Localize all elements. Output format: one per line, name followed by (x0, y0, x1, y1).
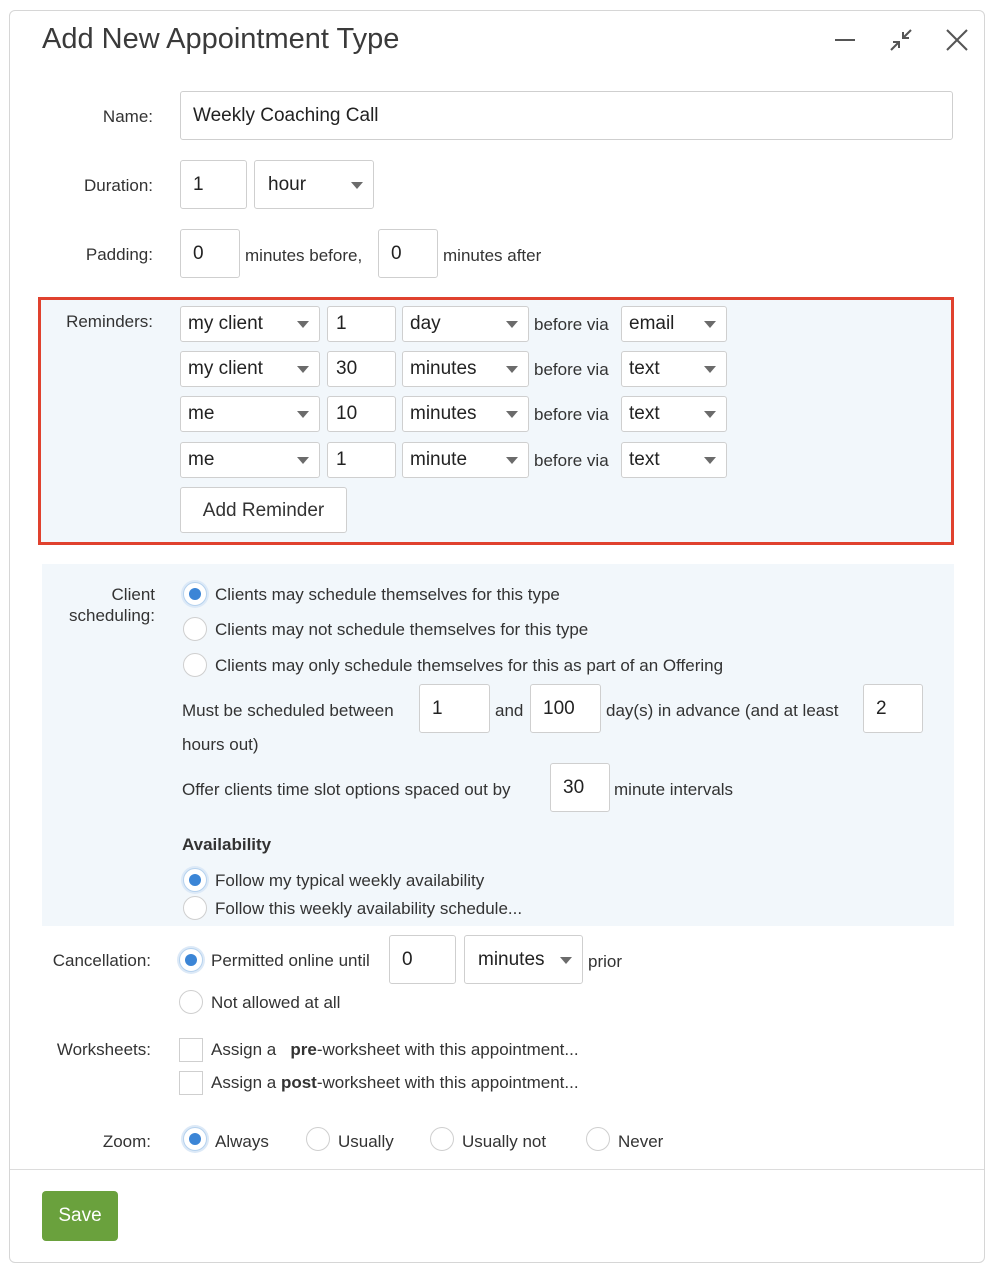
cancellation-value-input[interactable] (389, 935, 456, 984)
reminder-channel-select[interactable] (621, 306, 727, 342)
reminder-recipient-select[interactable] (180, 396, 320, 432)
reminder-channel-value: email (629, 313, 675, 334)
hours-out-text: hours out) (182, 735, 259, 754)
scheduling-between-text: Must be scheduled between (182, 701, 394, 720)
availability-option-label: Follow this weekly availability schedule... (215, 899, 523, 918)
reminder-before-via-text: before via (534, 315, 609, 334)
chevron-down-icon (351, 182, 363, 189)
availability-option-label: Follow my typical weekly availability (215, 871, 485, 890)
chevron-down-icon (560, 957, 572, 964)
duration-value-input[interactable] (180, 160, 247, 209)
post-worksheet-bold: post (280, 1073, 317, 1092)
chevron-down-icon (506, 321, 518, 328)
padding-before-input[interactable] (180, 229, 240, 278)
save-button[interactable]: Save (42, 1191, 118, 1241)
reminder-before-via-text: before via (534, 360, 609, 379)
appointment-type-dialog (9, 10, 985, 1263)
pre-worksheet-suffix: -worksheet with this appointment... (316, 1040, 579, 1059)
zoom-option-label: Never (618, 1132, 664, 1151)
duration-label: Duration: (84, 176, 153, 195)
scheduling-advance-text: day(s) in advance (and at least (606, 701, 839, 720)
cancellation-permitted-text: Permitted online until (211, 951, 370, 970)
zoom-label: Zoom: (102, 1132, 151, 1151)
close-icon[interactable] (942, 25, 972, 55)
reminder-unit-value: day (410, 313, 441, 334)
reminder-unit-select[interactable] (402, 442, 529, 478)
pre-worksheet-checkbox[interactable] (179, 1038, 203, 1062)
chevron-down-icon (297, 411, 309, 418)
chevron-down-icon (704, 457, 716, 464)
padding-before-text: minutes before, (245, 246, 363, 265)
slot-spacing-input[interactable] (550, 763, 610, 812)
reminder-channel-select[interactable] (621, 442, 727, 478)
cancellation-permitted-radio[interactable] (179, 948, 203, 972)
client-schedule-option-label: Clients may schedule themselves for this type (215, 585, 560, 604)
reminder-before-via-text: before via (534, 405, 609, 424)
min-days-input[interactable] (419, 684, 490, 733)
reminder-amount-input[interactable] (327, 442, 396, 478)
reminder-channel-value: text (629, 449, 660, 470)
chevron-down-icon (297, 321, 309, 328)
scheduling-and-text: and (495, 701, 524, 720)
chevron-down-icon (297, 457, 309, 464)
padding-after-input[interactable] (378, 229, 438, 278)
reminder-unit-value: minutes (410, 358, 477, 379)
post-worksheet-checkbox[interactable] (179, 1071, 203, 1095)
client-schedule-option-radio[interactable] (183, 653, 207, 677)
reminder-unit-select[interactable] (402, 396, 529, 432)
zoom-option-radio[interactable] (306, 1127, 330, 1151)
reminders-label: Reminders: (66, 312, 153, 331)
cancellation-not-allowed-text: Not allowed at all (211, 993, 341, 1012)
client-scheduling-panel (42, 564, 954, 926)
reminder-recipient-select[interactable] (180, 351, 320, 387)
zoom-option-radio[interactable] (183, 1127, 207, 1151)
chevron-down-icon (704, 366, 716, 373)
padding-after-text: minutes after (443, 246, 542, 265)
spacing-text: Offer clients time slot options spaced out by (182, 780, 511, 799)
reminder-recipient-value: me (188, 449, 215, 470)
client-schedule-option-radio[interactable] (183, 582, 207, 606)
reminder-recipient-select[interactable] (180, 306, 320, 342)
post-worksheet-prefix: Assign a (211, 1073, 277, 1092)
zoom-option-label: Usually (338, 1132, 394, 1151)
reminder-unit-select[interactable] (402, 306, 529, 342)
dialog-title: Add New Appointment Type (42, 23, 400, 55)
reminder-recipient-value: my client (188, 313, 263, 334)
worksheets-label: Worksheets: (56, 1040, 151, 1059)
chevron-down-icon (704, 411, 716, 418)
pre-worksheet-prefix: Assign a (211, 1040, 277, 1059)
reminder-recipient-value: my client (188, 358, 263, 379)
reminder-amount-input[interactable] (327, 306, 396, 342)
duration-unit-value: hour (268, 173, 307, 195)
max-days-input[interactable] (530, 684, 601, 733)
cancellation-not-allowed-radio[interactable] (179, 990, 203, 1014)
reminder-unit-value: minutes (410, 403, 477, 424)
availability-heading: Availability (182, 835, 272, 854)
cancellation-label: Cancellation: (52, 951, 151, 970)
zoom-option-radio[interactable] (586, 1127, 610, 1151)
name-input[interactable] (180, 91, 953, 140)
minimize-icon[interactable] (830, 25, 860, 55)
client-schedule-option-label: Clients may only schedule themselves for this as part of an Offering (215, 656, 724, 675)
name-label: Name: (102, 107, 153, 126)
interval-text: minute intervals (614, 780, 734, 799)
footer-divider (10, 1169, 984, 1170)
pre-worksheet-text (211, 1040, 579, 1060)
duration-unit-select[interactable] (254, 160, 374, 209)
client-schedule-option-label: Clients may not schedule themselves for this type (215, 620, 589, 639)
chevron-down-icon (297, 366, 309, 373)
cancellation-unit-select[interactable] (464, 935, 583, 984)
pre-worksheet-bold: pre (290, 1040, 317, 1059)
add-reminder-button[interactable]: Add Reminder (180, 487, 347, 533)
client-scheduling-label-line1: Client (111, 585, 155, 604)
chevron-down-icon (506, 457, 518, 464)
reminder-recipient-value: me (188, 403, 215, 424)
availability-option-radio[interactable] (183, 896, 207, 920)
reminder-unit-select[interactable] (402, 351, 529, 387)
availability-option-radio[interactable] (183, 868, 207, 892)
zoom-option-label: Usually not (462, 1132, 547, 1151)
chevron-down-icon (704, 321, 716, 328)
post-worksheet-suffix: -worksheet with this appointment... (316, 1073, 579, 1092)
zoom-option-label: Always (215, 1132, 269, 1151)
reminder-channel-value: text (629, 403, 660, 424)
reminder-channel-value: text (629, 358, 660, 379)
cancellation-prior-text: prior (588, 952, 623, 971)
client-schedule-option-radio[interactable] (183, 617, 207, 641)
reminder-channel-select[interactable] (621, 396, 727, 432)
reminder-before-via-text: before via (534, 451, 609, 470)
reminder-unit-value: minute (410, 449, 468, 470)
reminder-recipient-select[interactable] (180, 442, 320, 478)
collapse-icon[interactable] (886, 25, 916, 55)
chevron-down-icon (506, 366, 518, 373)
client-scheduling-label-line2: scheduling: (68, 606, 155, 625)
min-hours-input[interactable] (863, 684, 923, 733)
chevron-down-icon (506, 411, 518, 418)
reminder-amount-input[interactable] (327, 396, 396, 432)
post-worksheet-text (211, 1073, 579, 1093)
reminder-amount-input[interactable] (327, 351, 396, 387)
reminder-channel-select[interactable] (621, 351, 727, 387)
zoom-option-radio[interactable] (430, 1127, 454, 1151)
padding-label: Padding: (85, 245, 153, 264)
cancellation-unit-value: minutes (478, 948, 545, 970)
